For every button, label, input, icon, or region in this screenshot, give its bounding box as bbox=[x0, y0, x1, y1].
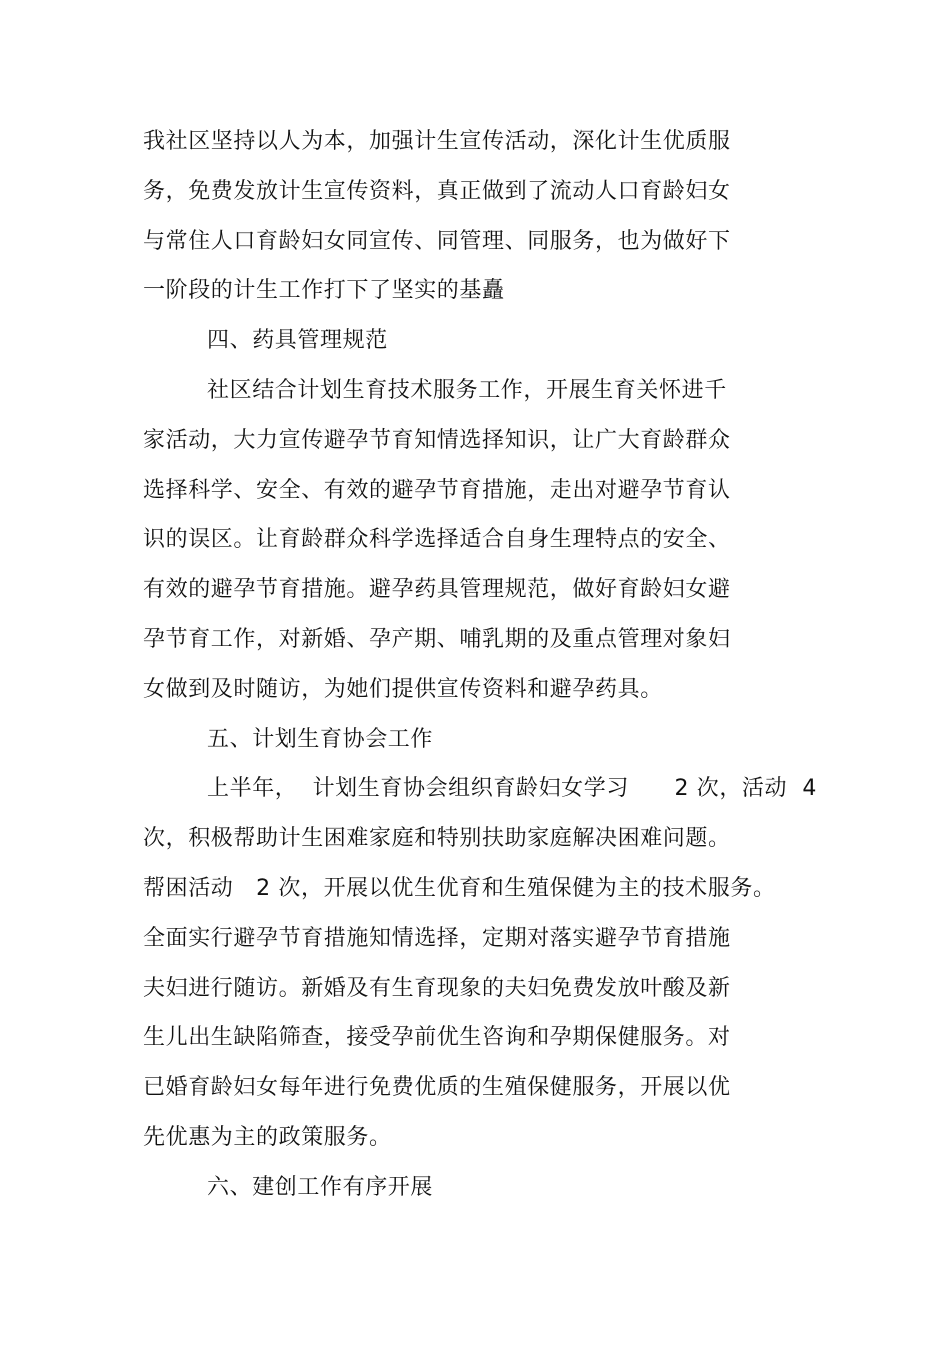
section-heading: 六、建创工作有序开展 bbox=[207, 1175, 434, 1200]
paragraph-line: 有效的避孕节育措施。避孕药具管理规范，做好育龄妇女避 bbox=[143, 577, 731, 602]
paragraph-line: 识的误区。让育龄群众科学选择适合自身生理特点的安全、 bbox=[143, 527, 731, 552]
paragraph-line: 上半年， 计划生育协会组织育龄妇女学习 2 次，活动 4 bbox=[207, 776, 817, 801]
paragraph-line: 一阶段的计生工作打下了坚实的基矗 bbox=[143, 278, 505, 303]
paragraph-line: 夫妇进行随访。新婚及有生育现象的夫妇免费发放叶酸及新 bbox=[143, 976, 731, 1001]
paragraph-line: 家活动，大力宣传避孕节育知情选择知识，让广大育龄群众 bbox=[143, 428, 731, 453]
paragraph-line: 已婚育龄妇女每年进行免费优质的生殖保健服务，开展以优 bbox=[143, 1075, 731, 1100]
paragraph-line: 务，免费发放计生宣传资料，真正做到了流动人口育龄妇女 bbox=[143, 179, 731, 204]
paragraph-line: 全面实行避孕节育措施知情选择，定期对落实避孕节育措施 bbox=[143, 926, 731, 951]
paragraph-line: 与常住人口育龄妇女同宣传、同管理、同服务，也为做好下 bbox=[143, 229, 731, 254]
paragraph-line: 选择科学、安全、有效的避孕节育措施，走出对避孕节育认 bbox=[143, 478, 731, 503]
paragraph-line: 次，积极帮助计生困难家庭和特别扶助家庭解决困难问题。 bbox=[143, 826, 731, 851]
paragraph-line: 帮困活动 2 次，开展以优生优育和生殖保健为主的技术服务。 bbox=[143, 876, 776, 901]
section-heading: 五、计划生育协会工作 bbox=[207, 727, 434, 752]
paragraph-line: 生儿出生缺陷筛查，接受孕前优生咨询和孕期保健服务。对 bbox=[143, 1025, 731, 1050]
paragraph-line: 先优惠为主的政策服务。 bbox=[143, 1125, 392, 1150]
section-heading: 四、药具管理规范 bbox=[207, 328, 388, 353]
paragraph-line: 我社区坚持以人为本，加强计生宣传活动，深化计生优质服 bbox=[143, 129, 731, 154]
paragraph-line: 孕节育工作，对新婚、孕产期、哺乳期的及重点管理对象妇 bbox=[143, 627, 731, 652]
paragraph-line: 女做到及时随访，为她们提供宣传资料和避孕药具。 bbox=[143, 677, 663, 702]
paragraph-line: 社区结合计划生育技术服务工作，开展生育关怀进千 bbox=[207, 378, 727, 403]
